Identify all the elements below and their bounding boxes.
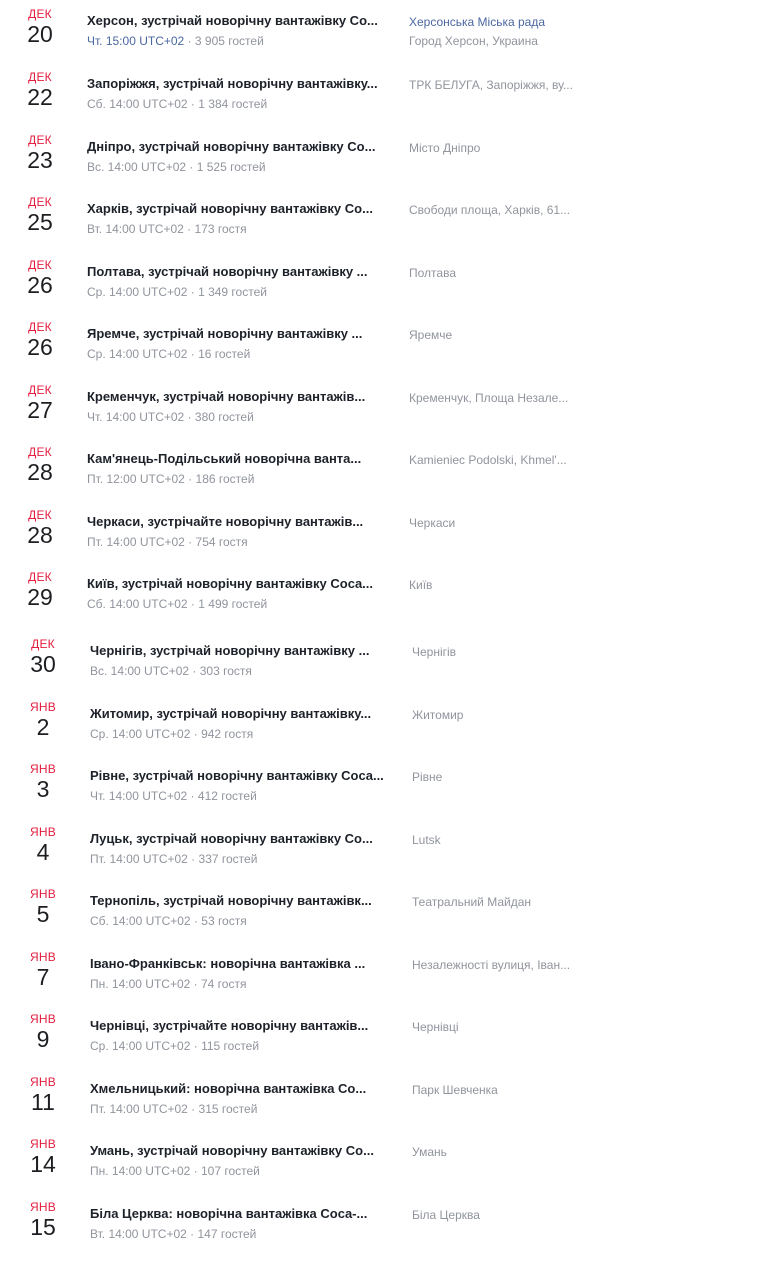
event-date (20, 259, 60, 298)
event-title-link[interactable]: Чернігів, зустрічай новорічну вантажівку ... (90, 643, 370, 658)
event-title-link[interactable]: Хмельницький: новорічна вантажівка Co... (90, 1081, 367, 1096)
event-month: ЯНВ (30, 762, 56, 776)
event-row[interactable] (0, 1005, 768, 1067)
event-meta (90, 1039, 259, 1053)
event-location: Київ (409, 578, 433, 592)
event-location: Парк Шевченка (412, 1083, 498, 1097)
meta-separator: · (187, 597, 199, 611)
event-location: Рівне (412, 770, 443, 784)
event-day: 23 (27, 147, 53, 173)
event-month: ДЕК (28, 195, 52, 209)
event-row[interactable] (0, 630, 768, 692)
event-date (20, 571, 60, 610)
event-meta (87, 97, 267, 111)
event-day: 30 (30, 651, 56, 677)
event-day: 5 (36, 901, 50, 927)
event-month: ЯНВ (30, 1012, 56, 1026)
event-title-link[interactable]: Житомир, зустрічай новорічну вантажівку... (90, 706, 372, 721)
event-date (23, 1201, 63, 1240)
event-day: 26 (27, 272, 53, 298)
event-meta (87, 34, 264, 48)
event-guests-count: 337 гостей (198, 852, 258, 866)
event-title-link[interactable]: Запоріжжя, зустрічай новорічну вантажівку... (87, 76, 378, 91)
event-guests-count: 412 гостей (197, 789, 257, 803)
event-day: 27 (27, 397, 53, 423)
meta-separator: · (187, 1102, 199, 1116)
event-time: Вс. 14:00 UTC+02 (90, 664, 190, 678)
event-row[interactable] (0, 943, 768, 1005)
event-guests-count: 1 525 гостей (196, 160, 266, 174)
event-day: 11 (31, 1089, 55, 1115)
event-row[interactable] (0, 1193, 768, 1255)
event-month: ЯНВ (30, 1200, 56, 1214)
event-time: Пн. 14:00 UTC+02 (90, 1164, 191, 1178)
event-day: 26 (27, 334, 53, 360)
meta-separator: · (187, 347, 199, 361)
event-month: ДЕК (28, 320, 52, 334)
event-month: ЯНВ (30, 1137, 56, 1151)
event-location[interactable]: Херсонська Міська рада (409, 15, 546, 29)
event-location: Кременчук, Площа Незале... (409, 391, 569, 405)
event-title-link[interactable]: Київ, зустрічай новорічну вантажівку Coca... (87, 576, 374, 591)
event-date (20, 321, 60, 360)
event-guests-count: 315 гостей (198, 1102, 258, 1116)
event-date (23, 951, 63, 990)
event-month: ДЕК (31, 637, 55, 651)
event-day: 4 (36, 839, 50, 865)
event-guests-count: 1 349 гостей (198, 285, 267, 299)
event-time: Вт. 14:00 UTC+02 (90, 1227, 187, 1241)
event-month: ЯНВ (30, 1075, 56, 1089)
event-guests-count: 107 гостей (200, 1164, 260, 1178)
event-title-link[interactable]: Луцьк, зустрічай новорічну вантажівку Co... (90, 831, 373, 846)
event-time: Ср. 14:00 UTC+02 (90, 727, 191, 741)
event-time: Сб. 14:00 UTC+02 (87, 597, 188, 611)
event-row[interactable] (0, 501, 768, 563)
event-time: Пт. 14:00 UTC+02 (90, 852, 188, 866)
event-location: Театральний Майдан (412, 895, 532, 909)
event-meta (87, 472, 254, 486)
event-meta (90, 664, 252, 678)
event-location-sub: Город Херсон, Украина (409, 34, 538, 48)
event-guests-count: 173 гостя (194, 222, 247, 236)
event-row[interactable] (0, 818, 768, 880)
event-time: Ср. 14:00 UTC+02 (87, 347, 188, 361)
event-location: Чернівці (412, 1020, 459, 1034)
event-location: Умань (412, 1145, 447, 1159)
event-row[interactable] (0, 438, 768, 500)
event-row[interactable] (0, 693, 768, 755)
event-time: Ср. 14:00 UTC+02 (90, 1039, 191, 1053)
event-meta (87, 285, 267, 299)
event-meta (87, 160, 266, 174)
event-meta (90, 1102, 257, 1116)
event-row[interactable] (0, 1130, 768, 1192)
event-day: 28 (27, 459, 53, 485)
meta-separator: · (187, 852, 199, 866)
event-time: Ср. 14:00 UTC+02 (87, 285, 188, 299)
event-title-link[interactable]: Харків, зустрічай новорічну вантажівку Co... (87, 201, 373, 216)
event-month: ЯНВ (30, 700, 56, 714)
event-day: 28 (27, 522, 53, 548)
event-guests-count: 754 гостя (195, 535, 248, 549)
event-meta (90, 789, 257, 803)
event-meta (90, 1164, 260, 1178)
meta-separator: · (187, 97, 199, 111)
event-meta (87, 597, 267, 611)
event-day: 3 (36, 776, 50, 802)
event-day: 20 (27, 21, 53, 47)
event-location: Незалежності вулиця, Іван... (412, 958, 571, 972)
event-month: ДЕК (28, 570, 52, 584)
meta-separator: · (190, 1164, 201, 1178)
event-location: Яремче (409, 328, 453, 342)
event-month: ДЕК (28, 70, 52, 84)
meta-separator: · (190, 977, 201, 991)
event-row[interactable] (0, 755, 768, 817)
event-date (23, 1076, 63, 1115)
event-month: ЯНВ (30, 887, 56, 901)
event-title-link[interactable]: Умань, зустрічай новорічну вантажівку Co... (90, 1143, 374, 1158)
event-row[interactable] (0, 251, 768, 313)
event-month: ДЕК (28, 383, 52, 397)
event-title-link[interactable]: Кам'янець-Подільський новорічна ванта... (87, 451, 362, 466)
event-row[interactable] (0, 313, 768, 375)
event-title-link[interactable]: Біла Церква: новорічна вантажівка Coca-... (90, 1206, 368, 1221)
event-row[interactable] (0, 1068, 768, 1130)
event-day: 7 (36, 964, 50, 990)
event-date (23, 888, 63, 927)
event-date (20, 134, 60, 173)
event-title-link[interactable]: Івано-Франківськ: новорічна вантажівка ... (90, 956, 366, 971)
event-date (20, 509, 60, 548)
event-day: 15 (30, 1214, 56, 1240)
event-date (23, 638, 63, 677)
event-month: ДЕК (28, 7, 52, 21)
event-title-link[interactable]: Яремче, зустрічай новорічну вантажівку ... (87, 326, 363, 341)
event-title-link[interactable]: Черкаси, зустрічайте новорічну вантажів... (87, 514, 364, 529)
event-day: 25 (27, 209, 53, 235)
event-meta (87, 222, 247, 236)
event-day: 9 (36, 1026, 50, 1052)
meta-separator: · (183, 222, 195, 236)
event-time: Пт. 14:00 UTC+02 (87, 535, 185, 549)
event-title-link[interactable]: Чернівці, зустрічайте новорічну вантажів... (90, 1018, 369, 1033)
event-guests-count: 186 гостей (195, 472, 255, 486)
event-row[interactable] (0, 376, 768, 438)
event-month: ДЕК (28, 133, 52, 147)
event-location: Lutsk (412, 833, 441, 847)
event-guests-count: 3 905 гостей (194, 34, 264, 48)
event-guests-count: 147 гостей (197, 1227, 257, 1241)
event-title-link[interactable]: Полтава, зустрічай новорічну вантажівку ... (87, 264, 368, 279)
event-date (20, 196, 60, 235)
event-location: Житомир (412, 708, 464, 722)
event-day: 14 (30, 1151, 56, 1177)
event-day: 2 (36, 714, 50, 740)
event-title-link[interactable]: Дніпро, зустрічай новорічну вантажівку Co... (87, 139, 376, 154)
meta-separator: · (184, 34, 195, 48)
event-day: 22 (27, 84, 53, 110)
event-date (23, 701, 63, 740)
event-row[interactable] (0, 0, 768, 62)
event-date (23, 1013, 63, 1052)
event-row[interactable] (0, 63, 768, 125)
event-meta (87, 535, 248, 549)
event-time: Чт. 14:00 UTC+02 (87, 410, 185, 424)
event-month: ДЕК (28, 258, 52, 272)
event-time: Пн. 14:00 UTC+02 (90, 977, 191, 991)
event-row[interactable] (0, 880, 768, 942)
event-date (23, 826, 63, 865)
event-location: Kamieniec Podolski, Khmel'... (409, 453, 567, 467)
event-month: ЯНВ (30, 950, 56, 964)
event-date (20, 384, 60, 423)
event-location: Полтава (409, 266, 456, 280)
event-date (23, 1138, 63, 1177)
event-guests-count: 303 гостя (199, 664, 252, 678)
event-guests-count: 115 гостей (201, 1039, 260, 1053)
event-month: ДЕК (28, 508, 52, 522)
meta-separator: · (190, 914, 202, 928)
event-date (20, 8, 60, 47)
event-meta (90, 852, 257, 866)
event-row[interactable] (0, 188, 768, 250)
event-month: ЯНВ (30, 825, 56, 839)
event-guests-count: 74 гостя (200, 977, 247, 991)
meta-separator: · (190, 1039, 202, 1053)
event-time: Пт. 12:00 UTC+02 (87, 472, 185, 486)
event-meta (87, 410, 254, 424)
event-meta (90, 1227, 256, 1241)
meta-separator: · (190, 727, 202, 741)
event-location: Свободи площа, Харків, 61... (409, 203, 571, 217)
event-row[interactable] (0, 126, 768, 188)
event-date (20, 446, 60, 485)
event-time: Сб. 14:00 UTC+02 (87, 97, 188, 111)
event-title-link[interactable]: Херсон, зустрічай новорічну вантажівку Сo... (87, 13, 378, 28)
event-guests-count: 1 384 гостей (198, 97, 268, 111)
event-guests-count: 53 гостя (201, 914, 247, 928)
event-time: Чт. 14:00 UTC+02 (90, 789, 188, 803)
event-time: Вт. 14:00 UTC+02 (87, 222, 184, 236)
event-meta (90, 727, 253, 741)
event-date (23, 763, 63, 802)
event-time: Сб. 14:00 UTC+02 (90, 914, 191, 928)
event-guests-count: 1 499 гостей (198, 597, 268, 611)
event-guests-count: 942 гостя (201, 727, 254, 741)
meta-separator: · (186, 1227, 198, 1241)
event-title-link[interactable]: Кременчук, зустрічай новорічну вантажів... (87, 389, 366, 404)
meta-separator: · (184, 472, 196, 486)
event-guests-count: 16 гостей (198, 347, 251, 361)
event-time: Чт. 15:00 UTC+02 (87, 34, 185, 48)
event-title-link[interactable]: Тернопіль, зустрічай новорічну вантажівк... (90, 893, 372, 908)
event-location: Місто Дніпро (409, 141, 481, 155)
event-location: ТРК БЕЛУГА, Запоріжжя, ву... (409, 78, 573, 92)
meta-separator: · (187, 285, 199, 299)
event-location: Чернігів (412, 645, 457, 659)
event-time: Пт. 14:00 UTC+02 (90, 1102, 188, 1116)
event-title-link[interactable]: Рівне, зустрічай новорічну вантажівку Coca... (90, 768, 384, 783)
meta-separator: · (186, 160, 197, 174)
meta-separator: · (184, 410, 195, 424)
event-location: Біла Церква (412, 1208, 480, 1222)
event-location: Черкаси (409, 516, 456, 530)
event-row[interactable] (0, 563, 768, 625)
event-time: Вс. 14:00 UTC+02 (87, 160, 187, 174)
event-date (20, 71, 60, 110)
meta-separator: · (184, 535, 196, 549)
event-meta (90, 914, 247, 928)
event-month: ДЕК (28, 445, 52, 459)
event-meta (87, 347, 250, 361)
meta-separator: · (187, 789, 198, 803)
event-guests-count: 380 гостей (194, 410, 254, 424)
meta-separator: · (189, 664, 200, 678)
event-day: 29 (27, 584, 53, 610)
event-meta (90, 977, 246, 991)
